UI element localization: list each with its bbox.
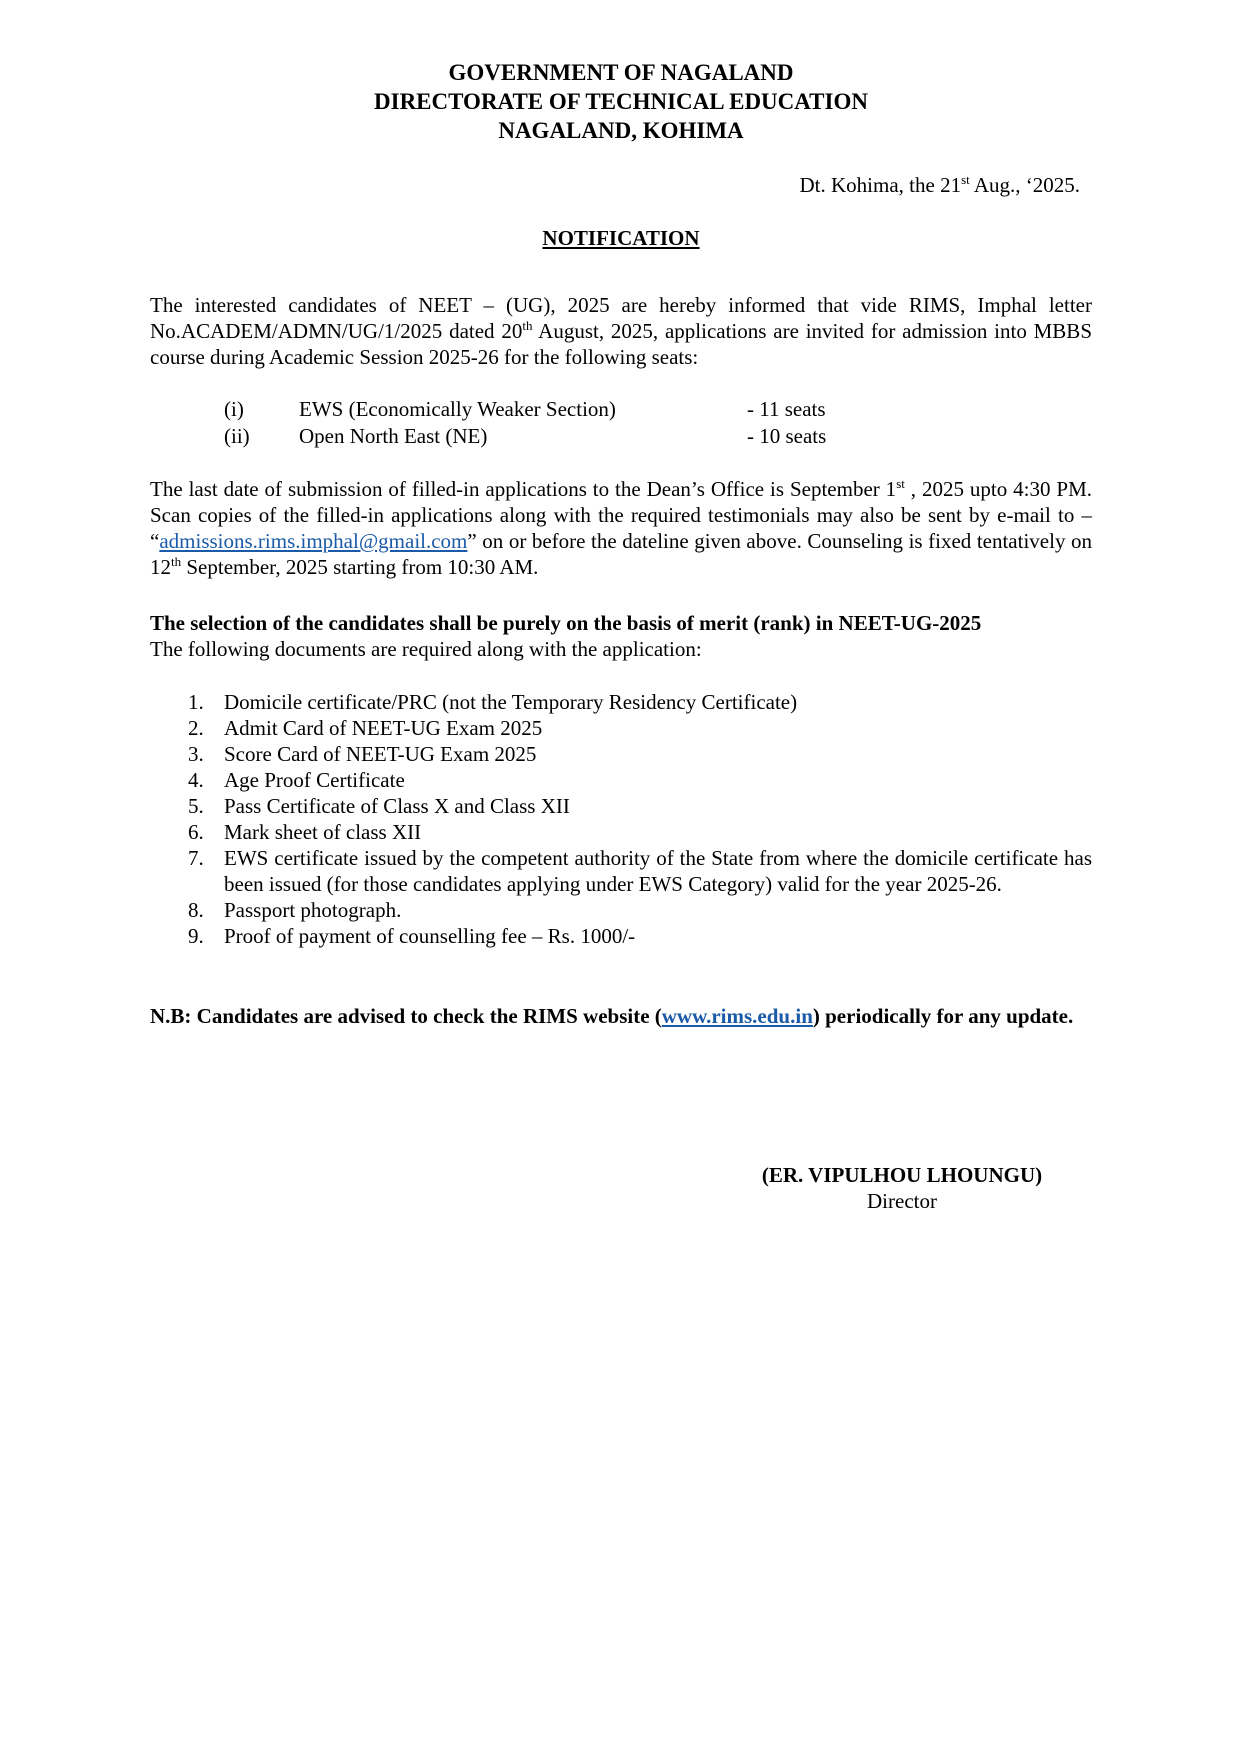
- list-item-text: Passport photograph.: [224, 898, 402, 922]
- list-item-number: 1.: [188, 690, 204, 714]
- nb-note: [150, 1003, 1092, 1029]
- signature-block: [746, 1162, 1058, 1214]
- submission-text-3: ” on or before the dateline given above. Counseling is fixed tentatively on 12: [150, 529, 1092, 579]
- list-item: [188, 741, 1092, 767]
- letterhead-directorate: DIRECTORATE OF TECHNICAL EDUCATION: [374, 89, 868, 114]
- letterhead: [0, 58, 1242, 145]
- email-link[interactable]: admissions.rims.imphal@gmail.com: [159, 529, 468, 553]
- selection-criteria: The selection of the candidates shall be purely on the basis of merit (rank) in NEET-UG-2025: [150, 611, 982, 635]
- list-item-text: EWS certificate issued by the competent authority of the State from where the domicile certificate has been issued (for those candidates applying under EWS Category) valid for the year 2025-26.: [224, 846, 1092, 896]
- letterhead-location: NAGALAND, KOHIMA: [498, 118, 744, 143]
- intro-paragraph: [150, 292, 1092, 370]
- submission-superscript-2: th: [171, 554, 182, 569]
- dateline-superscript: st: [961, 172, 970, 187]
- notification-title: NOTIFICATION: [542, 226, 700, 250]
- intro-text-1: The interested candidates of NEET – (UG), 2025 are hereby informed that vide RIMS, Imphal letter No.ACADEM/ADMN/UG/1/2025 dated 20: [150, 293, 1092, 343]
- dateline: [800, 172, 1080, 198]
- list-item: [188, 897, 1092, 923]
- submission-text-2: , 2025 upto 4:30 PM. Scan copies of the filled-in applications along with the required testimonials may also be sent by e-mail to – “: [150, 477, 1092, 553]
- list-item-number: 9.: [188, 924, 204, 948]
- list-item-number: 7.: [188, 846, 204, 870]
- list-item-text: Admit Card of NEET-UG Exam 2025: [224, 716, 543, 740]
- seat-number: (ii): [224, 424, 250, 448]
- list-item-number: 8.: [188, 898, 204, 922]
- selection-block: [150, 610, 1092, 662]
- submission-text-1: The last date of submission of filled-in applications to the Dean’s Office is September 1: [150, 477, 897, 501]
- dateline-prefix: Dt. Kohima, the 21: [799, 173, 962, 197]
- list-item-number: 3.: [188, 742, 204, 766]
- list-item: [188, 923, 1092, 949]
- list-item-text: Mark sheet of class XII: [224, 820, 422, 844]
- list-item-text: Score Card of NEET-UG Exam 2025: [224, 742, 537, 766]
- list-item-text: Age Proof Certificate: [224, 768, 405, 792]
- list-item: [188, 767, 1092, 793]
- list-item: [188, 689, 1092, 715]
- seat-count: - 11 seats: [747, 397, 826, 421]
- intro-superscript: th: [522, 318, 533, 333]
- seat-number: (i): [224, 397, 244, 421]
- list-item: [188, 845, 1092, 897]
- list-item-number: 6.: [188, 820, 204, 844]
- seat-row: [224, 396, 924, 423]
- letterhead-government: GOVERNMENT OF NAGALAND: [448, 60, 794, 85]
- website-link[interactable]: www.rims.edu.in: [661, 1004, 813, 1028]
- signatory-name: (ER. VIPULHOU LHOUNGU): [761, 1163, 1043, 1187]
- list-item-number: 5.: [188, 794, 204, 818]
- submission-text-4: September, 2025 starting from 10:30 AM.: [181, 555, 539, 579]
- list-item-text: Pass Certificate of Class X and Class XII: [224, 794, 570, 818]
- list-item-number: 2.: [188, 716, 204, 740]
- nb-text-prefix: N.B: Candidates are advised to check the RIMS website (: [150, 1004, 662, 1028]
- dateline-suffix: Aug., ‘2025.: [969, 173, 1080, 197]
- seat-row: [224, 423, 924, 450]
- seat-category: EWS (Economically Weaker Section): [299, 397, 616, 421]
- seat-list: [224, 396, 924, 450]
- seat-count: - 10 seats: [747, 424, 827, 448]
- list-item-text: Proof of payment of counselling fee – Rs. 1000/-: [224, 924, 636, 948]
- list-item: [188, 715, 1092, 741]
- seat-category: Open North East (NE): [299, 424, 488, 448]
- intro-text-2: August, 2025, applications are invited for admission into MBBS course during Academic Session 2025-26 for the following seats:: [150, 319, 1092, 369]
- list-item: [188, 819, 1092, 845]
- list-item: [188, 793, 1092, 819]
- documents-intro: The following documents are required along with the application:: [150, 637, 702, 661]
- submission-paragraph: [150, 476, 1092, 580]
- signatory-designation: Director: [867, 1189, 937, 1213]
- list-item-text: Domicile certificate/PRC (not the Temporary Residency Certificate): [224, 690, 798, 714]
- list-item-number: 4.: [188, 768, 204, 792]
- submission-superscript-1: st: [896, 476, 905, 491]
- nb-text-suffix: ) periodically for any update.: [812, 1004, 1074, 1028]
- documents-list: [188, 689, 1092, 949]
